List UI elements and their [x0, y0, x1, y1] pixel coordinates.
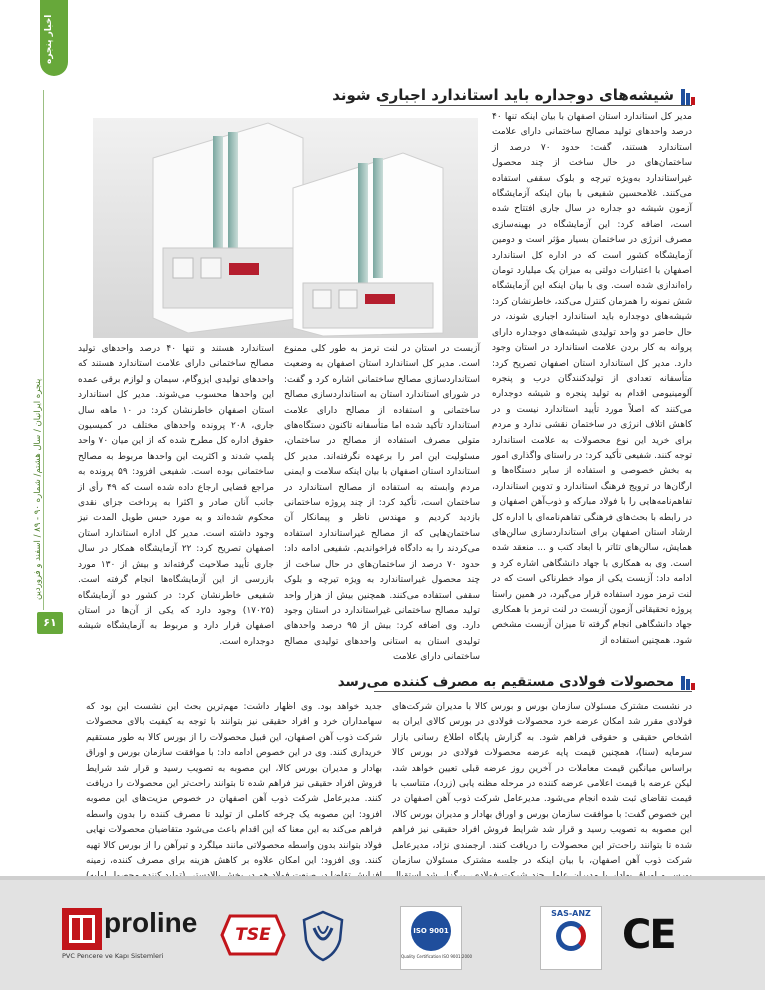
article2-title-block [338, 674, 695, 690]
article2-column-left: جدید خواهد بود. وی اظهار داشت: مهم‌ترین بحث این نشست این بود که سهامداران خرد و افراد حقیقی نیز بتوانند با توجه به کیفیت بالای محصولات شرکت ذوب آهن اصفهان، این قبیل محصولات را از بورس کالا به طور مستقیم خریداری کنند. وی در این خصوص ادامه داد: با موافقت سازمان بورس و اوراق بهادار و مدیران بورس کالا، این مصوبه به تصویب رسید و قرار شد شرایط فروش افراد حقیقی نیز فراهم شده تا بتوانند راحت‌تر این محصولات را دریافت کنند. مدیرعامل شرکت ذوب آهن اصفهان در خصوص مزیت‌های این مصوبه افزود: این مصوبه یک چرخه کاملی از تولید تا مصرف کننده را بدون واسطه فراهم می‌کند به این معنا که این اقدام باعث می‌شود متقاضیان محصولات نهایی فولاد بتوانند بدون واسطه محصولاتی مانند میلگرد و تیرآهن را از بورس کالا تهیه کنند. وی افزود: این امکان علاوه بر کاهش هزینه برای مصرف کننده، زمینه [86, 702, 382, 867]
article1-title-block [332, 86, 695, 105]
article2-column-right: در نشست مشترک مسئولان سازمان بورس و بورس کالا با مدیران شرکت‌های فولادی مقرر شد امکان عرضه خرد محصولات فولادی در بورس کالای ایران به اشخاص حقیقی و حقوقی فراهم شود. به گزارش پایگاه اطلاع رسانی بازار سرمایه (سنا)، همچنین قیمت پایه عرضه محصولات فولادی در بورس کالا براساس میانگین قیمت معاملات در آخرین روز عرضه قبلی تعیین خواهد شد، لیکن عرضه با قیمت اعلامی عرضه کننده در مرحله مظنه یابی (زرد)، متناسب با قیمت تقاضای ثبت شده انجام می‌شود. مدیرعامل شرکت ذوب آهن اصفهان در این خصوص گفت: با موافقت سازمان بورس و اوراق بهادار و مدیران بورس کالا، این مصوبه به تصویب رسید و قرار شد شرایط فروش افراد حقیقی نیز فراهم شده تا بتوانند راحت‌تر این محصولات را دریافت کنند. ارجمندی نژاد، مدیرعامل شرکت ذوب آهن اصفهان، با بیان اینکه در جلسه مشترک مسئولان سازمان [392, 702, 692, 867]
iso-subtitle: Quality Certification ISO 9001:2000 [401, 954, 473, 959]
page-number: ۶۱ [37, 612, 63, 634]
article1-column-middle: آزبست در استان در لنت ترمز به طور کلی ممنوع است. مدیر کل استاندارد استان اصفهان به وضعیت استانداردسازی مصالح ساختمانی اشاره کرد و گفت: در شورای استاندارد استان به استانداردسازی مصالح ساختمانی و استفاده از مصالح دارای علامت استاندارد تأکید شده اما متأسفانه تاکنون دستگاه‌های متولی مصرف استفاده از مصالح در ساختمان، مسئولیت این امر را برعهده نگرفته‌اند. مدیر کل استاندارد استان اصفهان با بیان اینکه سلامت و ایمنی مردم وابسته به استفاده از مصالح استاندارد در ساختمان است، تأکید کرد: از چند پروژه ساختمانی بازدید کردیم و مهندس ناظر و پیمانکار آن ساختمان‌هایی که از مصالح غیراستاندارد استفاده می‌کردند را به دادگاه فراخواندیم. شفیعی ادامه داد: حدود ۷۰ درصد از ساختمان‌های در حال ساخت از چند محصول غیراستاندارد به ویژه تیرچه و بلوک سقفی استفاده می‌کنند. همچنین بیش از هزار واحد تولید مصالح ساختمانی غیراستاندارد در استان وجود دارد. وی اضافه کرد: بیش از ۹۵ درصد واحدهای تولیدی استان به استانی واحدهای تولیدی مصالح ساختمانی دارای علامت [284, 344, 481, 663]
tse-label: TSE [235, 925, 271, 945]
window-profile-illustration [93, 118, 478, 338]
article1-column-left: استاندارد هستند و تنها ۴۰ درصد واحدهای تولید مصالح ساختمانی دارای علامت استاندارد هستند که واحدهای تولیدی ایزوگام، سیمان و لوازم برقی عمده این واحدها محسوب می‌شوند. مدیر کل استاندارد استان اصفهان خاطرنشان کرد: در ۱۰ ماهه سال جاری، ۲۰۸ پرونده واحدهای مختلف در کمیسیون حقوق اداره کل مطرح شده که از این میان ۷۰ واحد پلمپ شدند و اکثریت این واحدها مربوط به مصالح ساختمانی بوده است. شفیعی افزود: ۵۹ پرونده به مراجع قضایی ارجاع داده شده است که ۴۹ رأی از جانب آنان صادر و اکثرا به پرداخت جزای نقدی محکوم شده‌اند و به مورد حبس طویل المدت نیز وجود داشته است. مدیر کل اداره استاندارد استان اصفهان تصریح کرد: ۲۲ آزمایشگاه همکار در سال جاری تأیید صلاحیت گرفته‌اند و بیش از ۱۳۰ مورد بازرسی از این آزمایشگاه‌ها انجام گرفته است. شفیعی خاطرنشان کرد: در کشور دو آزمایشگاه (۱۷۰۲۵) وجود دارد که یکی از آن‌ها در استان اصفهان قرار دارد و مربوط به آزمایشگاه شیشه دوجداره است. [78, 344, 275, 647]
article2-title-rule [374, 691, 692, 692]
bar-chart-icon [680, 87, 695, 105]
article2-title: محصولات فولادی مستقیم به مصرف کننده می‌رسد [337, 674, 674, 690]
proline-tagline: PVC Pencere ve Kapı Sistemleri [62, 952, 164, 960]
section-tab-label: اخبار پنجره [44, 14, 54, 64]
article1-column-right: مدیر کل استاندارد استان اصفهان با بیان اینکه تنها ۴۰ درصد واحدهای تولید مصالح ساختمانی دارای علامت استاندارد هستند، گفت: حدود ۷۰ درصد از ساختمان‌های در حال ساخت از چند محصول غیراستاندارد به‌ویژه تیرچه و بلوک سقفی استفاده می‌کنند. غلامحسین شفیعی با بیان اینکه آزمایشگاه آزمون شیشه دو جداره در سال جاری افتتاح شده است، اضافه کرد: این آزمایشگاه در بهینه‌سازی مصرف انرژی در ساختمان بسیار مؤثر است و دومین آزمایشگاه کشور است که در اداره کل استاندارد اصفهان با اعتبارات دولتی به میزان یک میلیارد تومان راه‌اندازی شده است. وی با بیان اینکه این آزمایشگاه شش نمونه را همزمان کنترل می‌کند، خاطرنشان کرد: شیشه‌های دوجداره باید استاندارد اجباری شوند، در حال حاضر دو واحد تولیدی شیشه‌های دوجداره دارای پروانه به کار بردن علامت استاندارد در استان وجود دارد. مدیر کل استاندارد استان اصفهان تصریح کرد: متأسفانه تعدادی از تولیدکنندگان درب و پنجره آلومینیومی اقدام به تولید پنجره و شیشه دوجداره می‌کنند که اصلاً مورد تأیید استاندارد نیست و در کاهش اتلاف انرژی در ساختمان نقشی ندارد و مردم برای خرید این نوع محصولات به علامت استاندارد توجه کنند. شفیعی تأکید کرد: در راستای واگذاری امور به بخش خصوصی و استفاده از سایر دستگاه‌ها و ارگان‌ها در ترویج فرهنگ استاندارد و تدوین استاندارد، تفاهم‌نامه‌هایی را با فولاد مبارکه و ذوب‌آهن اصفهان و در رابطه با بحث‌های فرهنگی تفاهم‌نامه‌ای با اداره کل ارشاد استان اصفهان برای استانداردسازی سالن‌های همایش، سالن‌های تئاتر با ابعاد کتب و ... منعقد شده است. وی به همکاری با جهاد دانشگاهی اشاره کرد و ادامه داد: آزبست یکی از مواد خطرناکی است که در لنت ترمز مورد استفاده قرار می‌گیرد، در همین راستا پروژه تحقیقاتی آزمون آزبست در لنت ترمز با همکاری جهاد دانشگاهی انجام گرفته تا میزان آزبست مشخص شود. همچنین استفاده از [492, 112, 692, 646]
proline-window-logo-icon [62, 908, 102, 950]
footer-logo-band [0, 880, 765, 990]
article1-title-rule [380, 105, 692, 106]
proline-brand-name: proline [104, 907, 198, 938]
article1-photo-window-profiles [93, 118, 478, 338]
bar-chart-icon [680, 674, 695, 690]
folio: پنجره ایرانیان / سال هشتم/ شماره ۹۰ - ۸۹ / اسفند و فروردین [33, 378, 43, 600]
shield-emblem-logo [300, 910, 346, 962]
ce-mark-logo: CE [622, 912, 675, 958]
sas-anz-logo [540, 906, 602, 970]
sas-anz-label: SAS-ANZ [551, 909, 591, 918]
shield-icon [300, 910, 346, 962]
section-tab [40, 0, 68, 76]
sas-anz-emblem-icon [556, 921, 586, 951]
iso-9001-logo [400, 906, 473, 970]
article1-title: شیشه‌های دوجداره باید استاندارد اجباری شوند [332, 86, 674, 104]
tse-logo [220, 912, 286, 958]
iso-label: ISO 9001 [411, 911, 451, 951]
